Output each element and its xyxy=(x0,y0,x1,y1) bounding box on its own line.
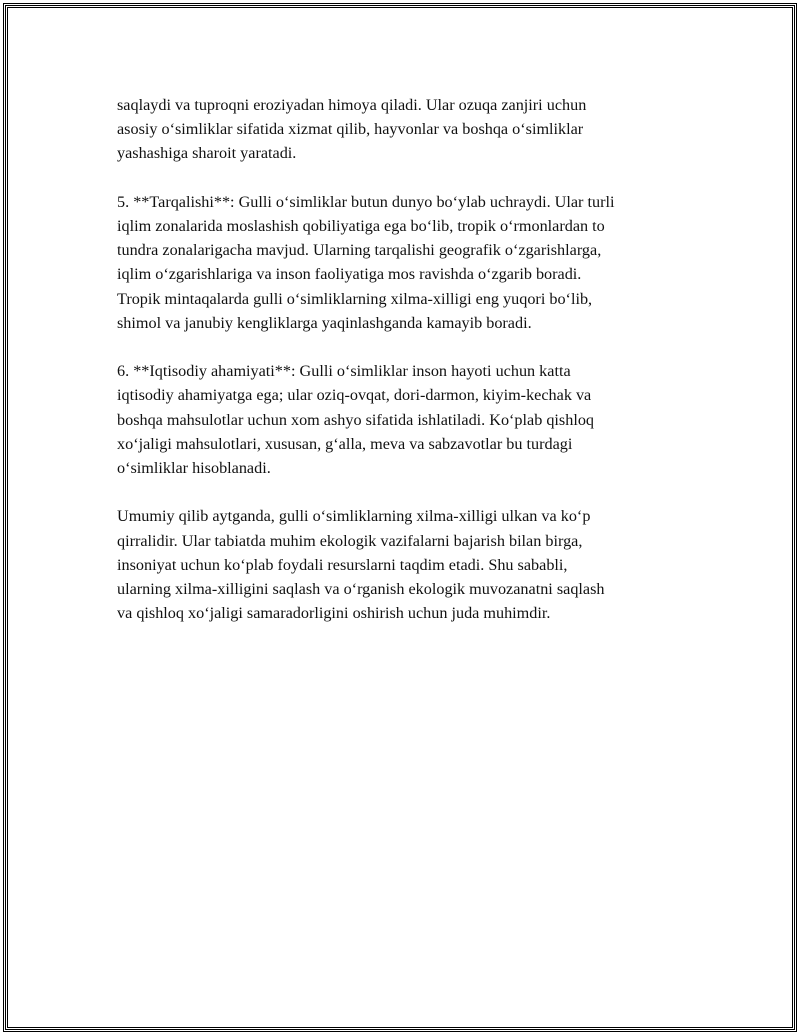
paragraph-conclusion: Umumiy qilib aytganda, gulli o‘simliklarning xilma-xilligi ulkan va ko‘p qirralidir. Ular tabiatda muhim ekologik vazifalarni bajarish bilan birga, insoniyat uchun ko‘plab foydali resurslarni taqdim etadi. Shu sababli, ularning xilma-xilligini saqlash va o‘rganish ekologik muvozanatni saqlash va qishloq xo‘jaligi samaradorligini oshirish uchun juda muhimdir. xyxy=(117,507,605,623)
paragraph-distribution: 5. **Tarqalishi**: Gulli o‘simliklar butun dunyo bo‘ylab uchraydi. Ular turli iqlim zonalarida moslashish qobiliyatiga ega bo‘lib, tropik o‘rmonlardan to tundra zonalarigacha mavjud. Ularning tarqalishi geografik o‘zgarishlarga, iqlim o‘zgarishlariga va inson faoliyatiga mos ravishda o‘zgarib boradi. Tropik mintaqalarda gulli o‘simliklarning xilma-xilligi eng yuqori bo‘lib, shimol va janubiy kengliklarga yaqinlashganda kamayib boradi. xyxy=(117,192,615,332)
paragraph-continuation: saqlaydi va tuproqni eroziyadan himoya qiladi. Ular ozuqa zanjiri uchun asosiy o‘simliklar sifatida xizmat qilib, hayvonlar va boshqa o‘simliklar yashashiga sharoit yaratadi. xyxy=(117,96,587,163)
paragraph-economic-importance: 6. **Iqtisodiy ahamiyati**: Gulli o‘simliklar inson hayoti uchun katta iqtisodiy ahamiyatga ega; ular oziq-ovqat, dori-darmon, kiyim-kechak va boshqa mahsulotlar uchun xom ashyo sifatida ishlatiladi. Ko‘plab qishloq xo‘jaligi mahsulotlari, xususan, g‘alla, meva va sabzavotlar bu turdagi o‘simliklar hisoblanadi. xyxy=(117,362,595,478)
document-body xyxy=(117,93,697,650)
